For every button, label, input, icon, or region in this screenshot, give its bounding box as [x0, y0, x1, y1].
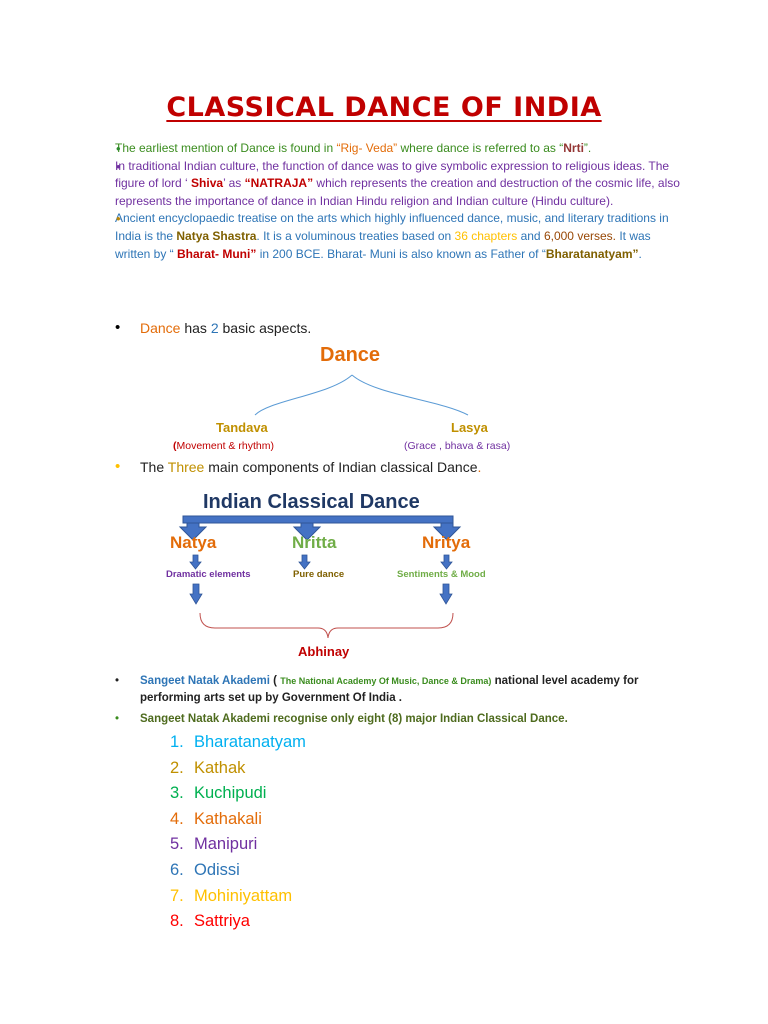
- text-dance: Dance: [140, 320, 181, 336]
- component-natya: Natya: [170, 533, 217, 552]
- dance-number: 6.: [170, 860, 184, 879]
- text-part: (: [269, 675, 281, 687]
- dance-number: 1.: [170, 733, 184, 751]
- dance-item-2: [170, 756, 306, 782]
- text-part: where dance is referred to as “: [397, 141, 564, 155]
- dance-name: Odissi: [194, 860, 240, 879]
- text-part: In traditional Indian culture, the function of dance was to give symbolic expression to religious ideas. The figure of lord ‘: [115, 158, 670, 191]
- text-part: .: [638, 246, 642, 261]
- text-shiva: Shiva: [191, 176, 224, 191]
- text-part: . It is a voluminous treaties based on: [256, 228, 455, 243]
- bullet-akademi-recognise: [115, 711, 695, 728]
- text-part: basic aspects.: [218, 320, 312, 336]
- dance-name: Kathakali: [194, 809, 262, 828]
- text-36-chapters: 36 chapters: [454, 228, 518, 243]
- component-nritta-desc: Pure dance: [293, 569, 345, 580]
- arrow-horizontal-bar: [183, 516, 453, 523]
- bullet-dot: •: [115, 675, 120, 687]
- text-bharatanatyam: Bharatanatyam”: [545, 246, 639, 261]
- dance-list: [170, 730, 306, 935]
- text-part: ’ as: [223, 176, 245, 191]
- dance-number: 7.: [170, 886, 184, 905]
- dance-item-8: [170, 909, 306, 935]
- text-natya-shastra: Natya Shastra: [176, 228, 257, 243]
- dance-item-7: [170, 884, 306, 910]
- aspects-lasya-desc: (Grace , bhava & rasa): [404, 440, 511, 452]
- dance-number: 8.: [170, 912, 184, 931]
- text-part: The earliest mention of Dance is found in: [115, 141, 337, 155]
- bullet-dot: •: [115, 713, 120, 725]
- dance-item-4: [170, 807, 306, 833]
- component-nritya-desc: Sentiments & Mood: [397, 569, 486, 580]
- arrow-small-nritya: [441, 555, 452, 569]
- aspects-root-dance: Dance: [320, 344, 381, 366]
- dance-number: 2.: [170, 758, 184, 777]
- dance-name: Bharatanatyam: [194, 733, 306, 751]
- dance-number: 3.: [170, 784, 184, 803]
- arrow-small-nritta: [299, 555, 310, 569]
- component-nritya: Nritya: [422, 533, 471, 552]
- akademi-bullet-list: [115, 673, 695, 728]
- tandava-desc-text: Movement & rhythm): [176, 440, 274, 452]
- text-academy-full-name: The National Academy Of Music, Dance & Drama): [280, 676, 492, 686]
- dance-item-6: [170, 858, 306, 884]
- text-part: It was written by “: [115, 228, 651, 261]
- abhinay-brace: [200, 613, 453, 638]
- text-three: Three: [167, 459, 205, 475]
- arrow-lower-natya: [190, 584, 202, 604]
- text-natraja: “NATRAJA”: [244, 176, 314, 191]
- text-part: .: [477, 459, 482, 475]
- text-two: 2: [210, 320, 219, 336]
- dance-name: Sattriya: [194, 912, 250, 931]
- dance-name: Mohiniyattam: [194, 886, 293, 905]
- text-part: in 200 BCE. Bharat- Muni is also known as Father of “: [256, 246, 546, 261]
- text-part: national level academy for performing arts set up by Government Of India .: [140, 675, 639, 704]
- bullet-dot: •: [115, 458, 121, 475]
- paren-open: (: [173, 440, 177, 452]
- text-part: ”.: [583, 141, 592, 155]
- text-bharat-muni: Bharat- Muni”: [177, 246, 257, 261]
- text-part: which represents the creation and destruction of the cosmic life, also represents the importance of dance in Indian Hindu religion and Indian culture (Hindu culture).: [115, 176, 680, 208]
- bullet-akademi-definition: [115, 673, 695, 707]
- dance-name: Manipuri: [194, 835, 258, 854]
- aspects-tandava: Tandava: [216, 420, 268, 435]
- text-part: has: [180, 320, 211, 336]
- text-part: Ancient encyclopaedic treatise on the arts which highly influenced dance, music, and literary traditions in India is the: [115, 211, 669, 243]
- dance-number: 5.: [170, 835, 184, 854]
- dance-number: 4.: [170, 809, 184, 828]
- text-6000: 6,000: [543, 228, 574, 243]
- dance-name: Kathak: [194, 758, 246, 777]
- text-part: verses.: [573, 228, 620, 243]
- components-root: Indian Classical Dance: [203, 491, 420, 513]
- text-rig-veda: “Rig- Veda”: [336, 141, 398, 155]
- dance-item-5: [170, 832, 306, 858]
- aspects-lasya: Lasya: [451, 420, 488, 435]
- text-recognise: Sangeet Natak Akademi recognise only eight (8) major Indian Classical Dance.: [140, 713, 568, 725]
- text-part: and: [517, 228, 544, 243]
- arrow-small-natya: [190, 555, 201, 569]
- component-abhinay: Abhinay: [298, 644, 350, 659]
- text-part: main components of Indian classical Dance: [204, 459, 478, 475]
- text-nrti: Nrti: [563, 141, 584, 155]
- component-natya-desc: Dramatic elements: [166, 569, 251, 580]
- bullet-dot: •: [115, 319, 121, 336]
- text-akademi: Sangeet Natak Akademi: [140, 675, 270, 687]
- dance-name: Kuchipudi: [194, 784, 267, 803]
- component-nritta: Nritta: [292, 533, 337, 552]
- page-title: CLASSICAL DANCE OF INDIA: [166, 92, 602, 123]
- text-part: The: [140, 459, 168, 475]
- dance-item-1: [170, 730, 306, 756]
- dance-item-3: [170, 781, 306, 807]
- arrow-lower-nritya: [440, 584, 452, 604]
